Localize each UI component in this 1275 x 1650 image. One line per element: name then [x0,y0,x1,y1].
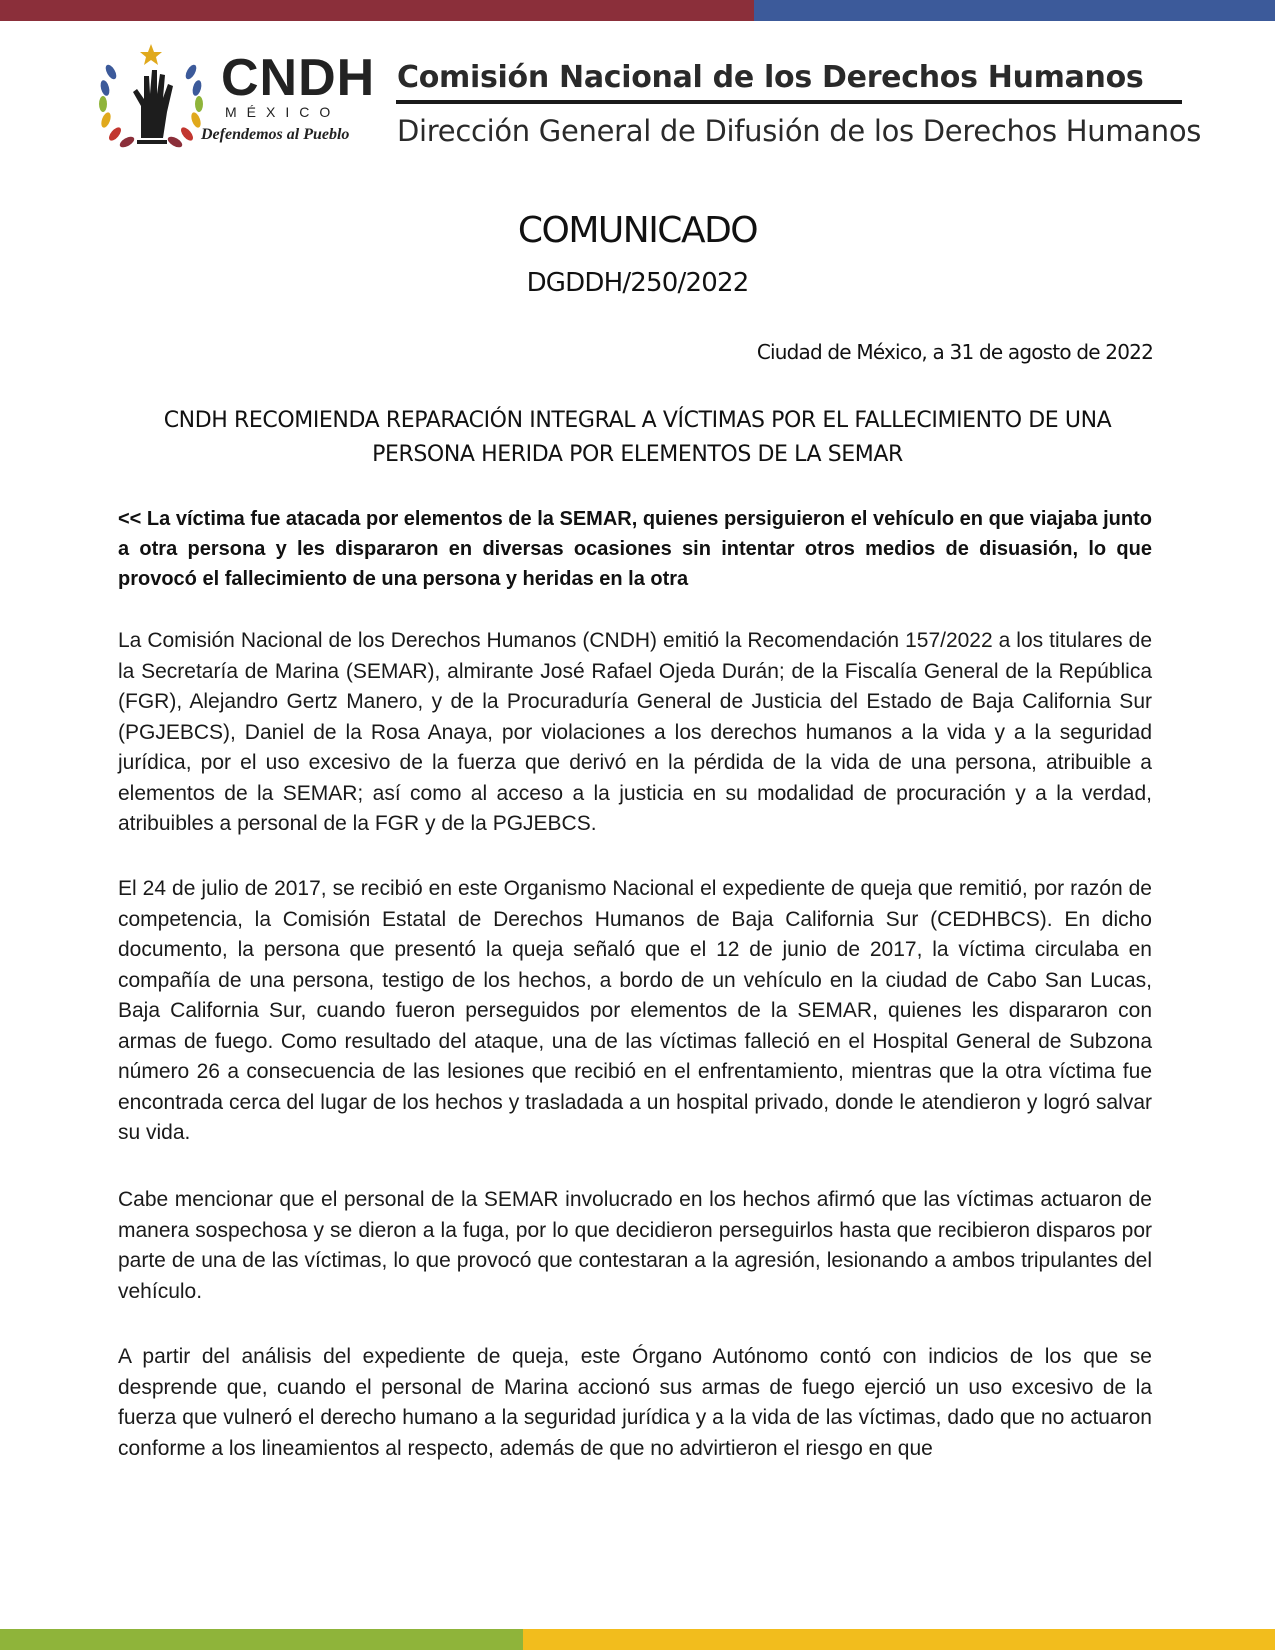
body-paragraph: La Comisión Nacional de los Derechos Humanos (CNDH) emitió la Recomendación 157/2022 a los titulares de la Secretaría de Marina (SEMAR), almirante José Rafael Ojeda Durán; de la Fiscalía General de la República (FGR), Alejandro Gertz Manero, y de la Procuraduría General de Justicia del Estado de Baja California Sur (PGJEBCS), Daniel de la Rosa Anaya, por violaciones a los derechos humanos a la vida y a la seguridad jurídica, por el uso excesivo de la fuerza que derivó en la pérdida de la vida de una persona, atribuible a elementos de la SEMAR; así como al acceso a la justicia en su modalidad de procuración y a la verdad, atribuibles a personal de la FGR y de la PGJEBCS. [118,629,1152,835]
organization-name: Comisión Nacional de los Derechos Humanos [397,60,1144,95]
top-color-bar [0,0,1275,21]
document-date: Ciudad de México, a 31 de agosto de 2022 [756,340,1153,364]
laurel-right-icon [166,63,203,149]
emblem-icon [97,42,217,152]
top-bar-blue-segment [754,0,1275,21]
body-paragraph: A partir del análisis del expediente de queja, este Órgano Autónomo contó con indicios de los que se desprende que, cuando el personal de Marina accionó sus armas de fuego ejerció un uso excesivo de la fuerza que vulneró el derecho humano a la seguridad jurídica y a la vida de las víctimas, dado que no actuaron conforme a los lineamientos al respecto, además de que no advirtieron el riesgo en que [118,1345,1152,1460]
raised-hand-icon [133,70,173,138]
lead-paragraph: << La víctima fue atacada por elementos de la SEMAR, quienes persiguieron el vehículo en que viajaba junto a otra persona y les dispararon en diversas ocasiones sin intentar otros medios de disuasión, lo que provocó el fallecimiento de una persona y heridas en la otra [118,508,1152,590]
bottom-bar-yellow-segment [523,1629,1275,1650]
headline-line-1: CNDH RECOMIENDA REPARACIÓN INTEGRAL A VÍCTIMAS POR EL FALLECIMIENTO DE UNA [163,408,1112,433]
header-divider [396,100,1182,104]
logo-motto: Defendemos al Pueblo [201,126,350,143]
cndh-logo [97,42,377,152]
laurel-left-icon [99,63,136,149]
top-bar-red-segment [0,0,754,21]
body-paragraph: Cabe mencionar que el personal de la SEMAR involucrado en los hechos afirmó que las víctimas actuaron de manera sospechosa y se dieron a la fuga, por lo que decidieron perseguirlos hasta que recibieron disparos por parte de una de las víctimas, lo que provocó que contestaran a la agresión, lesionando a ambos tripulantes del vehículo. [118,1188,1152,1303]
logo-country: MÉXICO [225,104,341,120]
bottom-color-bar [0,1629,1275,1650]
document-code: DGDDH/250/2022 [526,268,749,298]
headline [140,404,1135,472]
body-paragraph: El 24 de julio de 2017, se recibió en este Organismo Nacional el expediente de queja que remitió, por razón de competencia, la Comisión Estatal de Derechos Humanos de Baja California Sur (CEDHBCS). En dicho documento, la persona que presentó la queja señaló que el 12 de junio de 2017, la víctima circulaba en compañía de una persona, testigo de los hechos, a bordo de un vehículo en la ciudad de Cabo San Lucas, Baja California Sur, cuando fueron perseguidos por elementos de la SEMAR, quienes les dispararon con armas de fuego. Como resultado del ataque, una de las víctimas falleció en el Hospital General de Subzona número 26 a consecuencia de las lesiones que recibió en el enfrentamiento, mientras que la otra víctima fue encontrada cerca del lugar de los hechos y trasladada a un hospital privado, donde le atendieron y logró salvar su vida. [118,877,1152,1144]
document-type: COMUNICADO [517,210,758,251]
headline-line-2: PERSONA HERIDA POR ELEMENTOS DE LA SEMAR [372,442,903,467]
bottom-bar-green-segment [0,1629,523,1650]
department-name: Dirección General de Difusión de los Derechos Humanos [397,114,1202,148]
logo-wordmark: CNDH [221,49,376,107]
